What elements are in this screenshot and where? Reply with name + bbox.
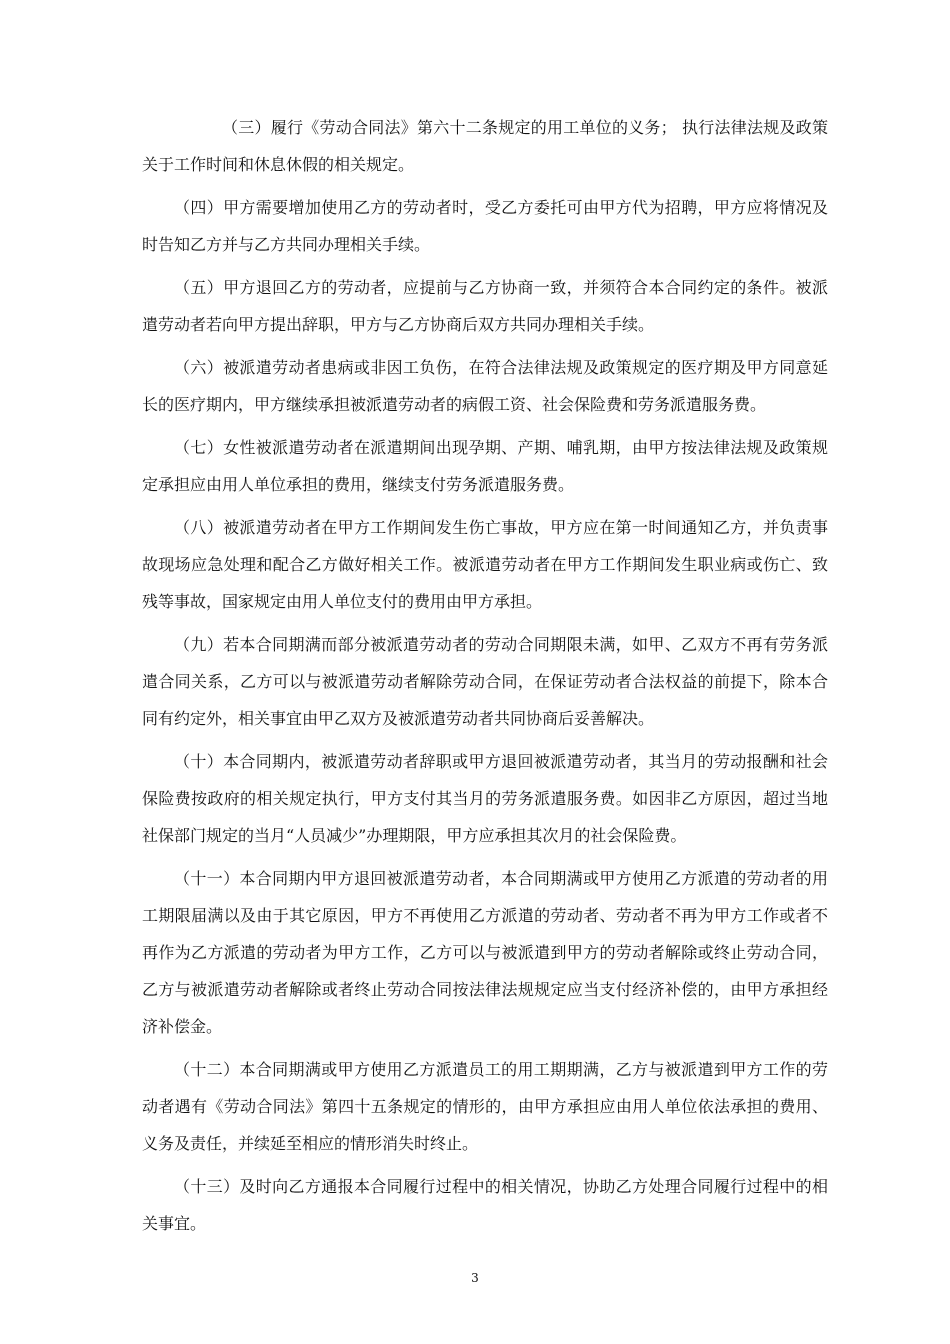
clause-11: （十一）本合同期内甲方退回被派遣劳动者，本合同期满或甲方使用乙方派遣的劳动者的用工期限届满以及由于其它原因，甲方不再使用乙方派遣的劳动者、劳动者不再为甲方工作或者不再作为乙方派遣的劳动者为甲方工作，乙方可以与被派遣到甲方的劳动者解除或终止劳动合同，乙方与被派遣劳动者解除或者终止劳动合同按法律法规规定应当支付经济补偿的，由甲方承担经济补偿金。 — [142, 869, 828, 1036]
clause-8: （八）被派遣劳动者在甲方工作期间发生伤亡事故，甲方应在第一时间通知乙方，并负责事故现场应急处理和配合乙方做好相关工作。被派遣劳动者在甲方工作期间发生职业病或伤亡、致残等事故，国家规定由用人单位支付的费用由甲方承担。 — [142, 518, 828, 611]
clause-10: （十）本合同期内，被派遣劳动者辞职或甲方退回被派遣劳动者，其当月的劳动报酬和社会保险费按政府的相关规定执行，甲方支付其当月的劳务派遣服务费。如因非乙方原因，超过当地社保部门规定的当月“人员减少”办理期限，甲方应承担其次月的社会保险费。 — [142, 752, 828, 845]
clause-9: （九）若本合同期满而部分被派遣劳动者的劳动合同期限未满，如甲、乙双方不再有劳务派遣合同关系，乙方可以与被派遣劳动者解除劳动合同，在保证劳动者合法权益的前提下，除本合同有约定外，相关事宜由甲乙双方及被派遣劳动者共同协商后妥善解决。 — [142, 635, 828, 728]
contract-body — [142, 109, 828, 1248]
clause-13: （十三）及时向乙方通报本合同履行过程中的相关情况，协助乙方处理合同履行过程中的相关事宜。 — [142, 1177, 828, 1233]
clause-7: （七）女性被派遣劳动者在派遣期间出现孕期、产期、哺乳期，由甲方按法律法规及政策规定承担应由用人单位承担的费用，继续支付劳务派遣服务费。 — [142, 438, 828, 494]
page-number: 3 — [471, 1271, 479, 1285]
clause-6: （六）被派遣劳动者患病或非因工负伤，在符合法律法规及政策规定的医疗期及甲方同意延长的医疗期内，甲方继续承担被派遣劳动者的病假工资、社会保险费和劳务派遣服务费。 — [142, 358, 828, 414]
clause-12: （十二）本合同期满或甲方使用乙方派遣员工的用工期期满，乙方与被派遣到甲方工作的劳动者遇有《劳动合同法》第四十五条规定的情形的，由甲方承担应由用人单位依法承担的费用、义务及责任，并续延至相应的情形消失时终止。 — [142, 1060, 828, 1153]
clause-3: （三）履行《劳动合同法》第六十二条规定的用工单位的义务； 执行法律法规及政策关于工作时间和休息休假的相关规定。 — [142, 118, 828, 174]
clause-4: （四）甲方需要增加使用乙方的劳动者时，受乙方委托可由甲方代为招聘，甲方应将情况及时告知乙方并与乙方共同办理相关手续。 — [142, 198, 828, 254]
clause-5: （五）甲方退回乙方的劳动者，应提前与乙方协商一致，并须符合本合同约定的条件。被派遣劳动者若向甲方提出辞职，甲方与乙方协商后双方共同办理相关手续。 — [142, 278, 828, 334]
